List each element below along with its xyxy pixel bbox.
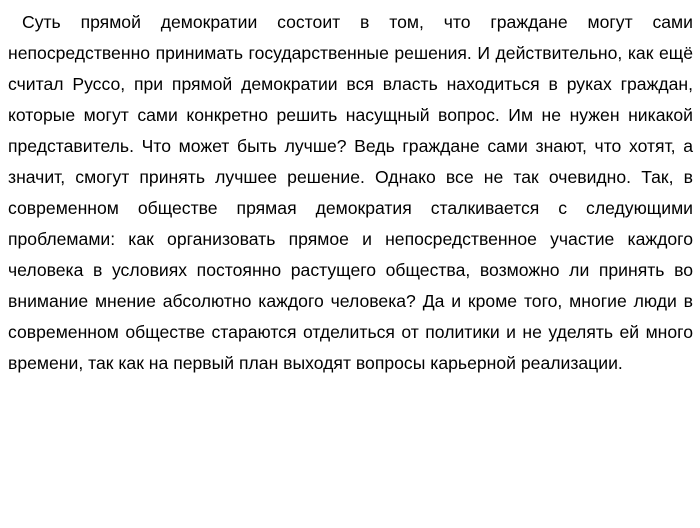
- body-paragraph: Суть прямой демократии состоит в том, что граждане могут сами непосредственно принимать государственные решения. И действительно, как ещё считал Руссо, при прямой демократии вся власть находиться в руках граждан, которые могут сами конкретно решить насущный вопрос. Им не нужен никакой представитель. Что может быть лучше? Ведь граждане сами знают, что хотят, а значит, смогут принять лучшее решение. Однако все не так очевидно. Так, в современном обществе прямая демократия сталкивается с следующими проблемами: как организовать прямое и непосредственное участие каждого человека в условиях постоянно растущего общества, возможно ли принять во внимание мнение абсолютно каждого человека? Да и кроме того, многие люди в современном обществе стараются отделиться от политики и не уделять ей много времени, так как на первый план выходят вопросы карьерной реализации.: [8, 12, 693, 373]
